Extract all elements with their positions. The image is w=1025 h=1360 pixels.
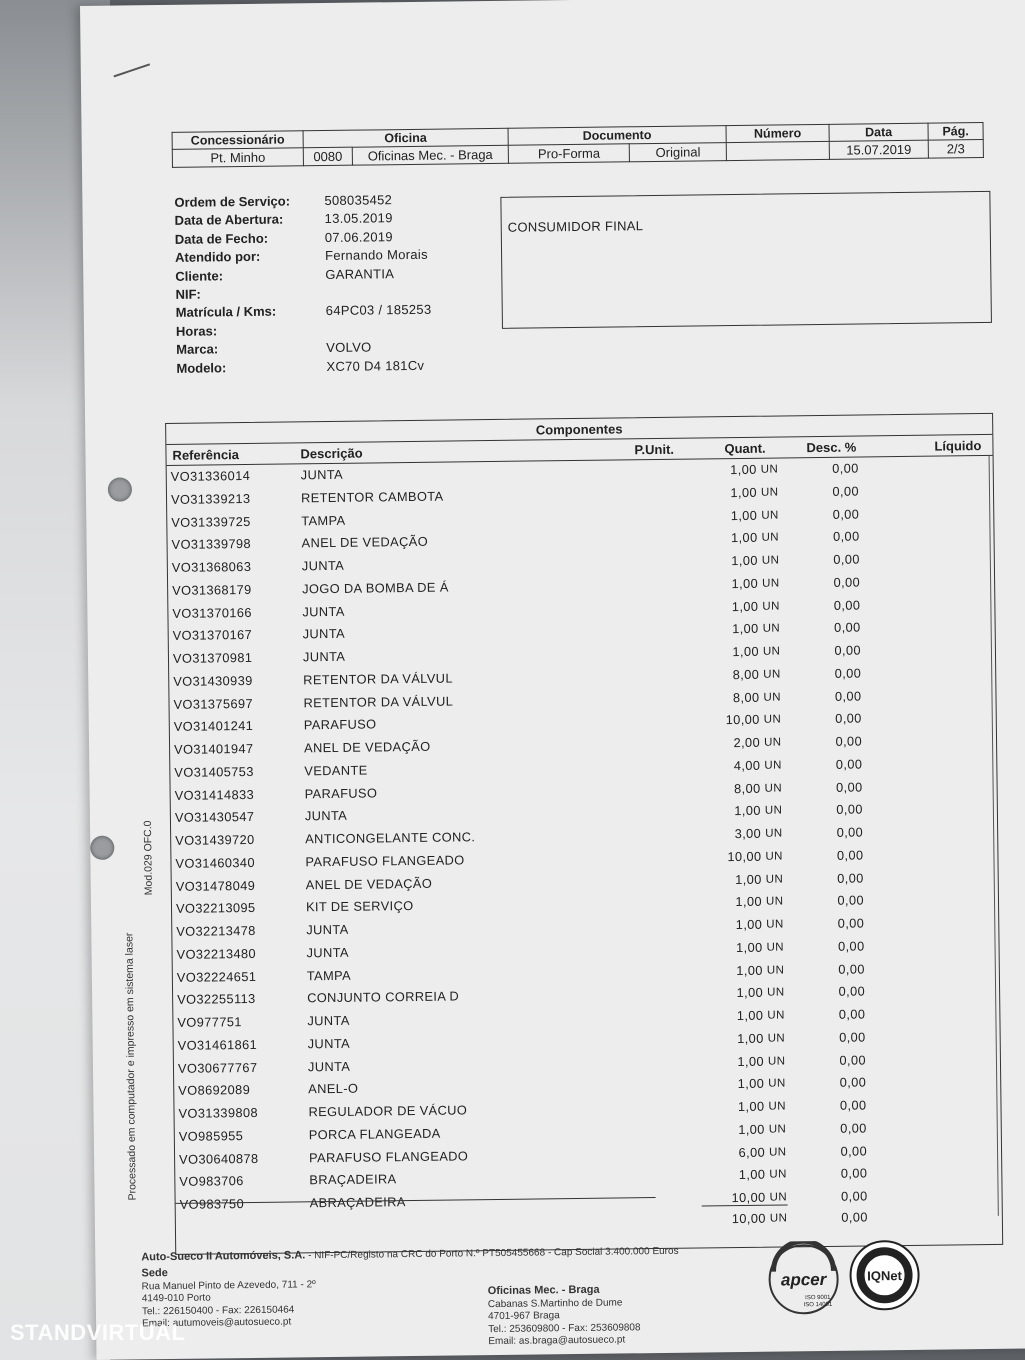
row-unit: UN: [765, 872, 784, 886]
row-ref: VO8692089: [178, 1082, 251, 1099]
row-desc: ANTICONGELANTE CONC.: [305, 829, 476, 847]
row-discount: 0,00: [835, 710, 862, 727]
row-unit: UN: [761, 554, 780, 567]
hq-line: 4149-010 Porto: [141, 1292, 211, 1305]
row-unit: UN: [766, 963, 785, 977]
row-ref: VO31339725: [171, 513, 251, 530]
row-qty: 1,00: [737, 1098, 765, 1115]
field-value: XC70 D4 181Cv: [326, 357, 425, 374]
field-value: 07.06.2019: [324, 228, 394, 245]
watermark: STANDVIRTUAL: [10, 1320, 186, 1345]
row-unit: UN: [763, 713, 782, 726]
row-ref: VO31370981: [172, 649, 253, 666]
row-unit: UN: [765, 850, 783, 863]
branch-title: Oficinas Mec. - Braga: [487, 1283, 600, 1298]
row-unit: UN: [762, 577, 780, 590]
row-qty: 1,00: [738, 1121, 765, 1137]
row-ref: VO32224651: [176, 968, 257, 985]
punch-hole: [108, 477, 132, 501]
total-unit: UN: [769, 1212, 788, 1225]
row-ref: VO31401241: [173, 718, 254, 735]
row-desc: JUNTA: [307, 1012, 350, 1029]
header-label-workshop: Oficina: [303, 128, 508, 148]
field-label: Data de Fecho:: [174, 230, 269, 247]
row-discount: 0,00: [838, 983, 866, 1000]
row-unit: UN: [761, 509, 779, 522]
field-label: Modelo:: [176, 359, 227, 376]
row-discount: 0,00: [840, 1142, 868, 1159]
col-ref: Referência: [172, 447, 240, 463]
footer-branch: [488, 1283, 641, 1348]
header-doc-kind: Original: [630, 143, 727, 162]
row-ref: VO32213478: [176, 922, 256, 939]
field-label: Ordem de Serviço:: [174, 193, 291, 210]
hq-label: Sede: [141, 1267, 168, 1280]
row-unit: UN: [768, 1145, 787, 1159]
row-discount: 0,00: [834, 665, 862, 681]
field-value: 13.05.2019: [324, 210, 393, 227]
row-ref: VO31439720: [175, 831, 255, 848]
row-unit: UN: [764, 804, 783, 817]
branch-line: 4701-967 Braga: [487, 1310, 560, 1323]
row-desc: JUNTA: [300, 466, 344, 483]
header-number: [726, 141, 829, 160]
row-desc: JUNTA: [302, 648, 346, 665]
row-unit: UN: [767, 986, 785, 999]
row-unit: UN: [765, 827, 783, 840]
row-unit: UN: [768, 1100, 786, 1113]
row-ref: VO983706: [179, 1173, 244, 1190]
row-unit: UN: [769, 1191, 788, 1204]
row-qty: 1,00: [736, 962, 763, 978]
branch-line: Cabanas S.Martinho de Dume: [487, 1296, 623, 1310]
row-qty: 1,00: [737, 1053, 765, 1069]
row-ref: VO31461861: [177, 1036, 258, 1053]
row-unit: UN: [767, 1009, 785, 1022]
total-disc: 0,00: [841, 1209, 868, 1225]
row-qty: 1,00: [735, 916, 763, 933]
header-workshop-name: Oficinas Mec. - Braga: [352, 145, 508, 165]
field-value: Fernando Morais: [324, 246, 428, 264]
row-ref: VO31401947: [173, 740, 254, 757]
row-ref: VO30677767: [177, 1059, 258, 1076]
row-desc: TAMPA: [301, 512, 346, 528]
row-desc: JUNTA: [302, 626, 346, 642]
row-unit: UN: [763, 690, 781, 704]
row-qty: 1,00: [736, 1007, 764, 1024]
row-qty: 1,00: [738, 1166, 766, 1183]
header-dealer: Pt. Minho: [172, 148, 303, 168]
row-discount: 0,00: [840, 1188, 868, 1204]
row-unit: UN: [768, 1077, 786, 1090]
col-unit-price: P.Unit.: [634, 441, 675, 458]
header-table: [172, 122, 984, 168]
row-qty: 4,00: [733, 757, 761, 773]
row-discount: 0,00: [837, 915, 865, 931]
pen-mark: [113, 63, 150, 77]
row-discount: 0,00: [838, 1006, 866, 1022]
row-desc: ANEL-O: [308, 1080, 359, 1097]
row-desc: ABRAÇADEIRA: [309, 1194, 406, 1211]
row-discount: 0,00: [833, 597, 861, 613]
branch-line: Email: as.braga@autosueco.pt: [488, 1334, 626, 1348]
row-unit: UN: [760, 463, 779, 476]
row-qty: 1,00: [731, 575, 759, 591]
row-discount: 0,00: [832, 506, 860, 522]
row-ref: VO31339213: [170, 490, 251, 507]
row-desc: ANEL DE VEDAÇÃO: [303, 738, 431, 756]
row-qty: 1,00: [730, 484, 758, 500]
row-qty: 1,00: [737, 1030, 764, 1046]
row-discount: 0,00: [833, 574, 861, 590]
row-ref: VO985955: [178, 1127, 244, 1144]
row-ref: VO31375697: [173, 695, 254, 712]
row-discount: 0,00: [840, 1165, 868, 1182]
apcer-iso: ISO 14001: [803, 1301, 833, 1309]
row-discount: 0,00: [839, 1074, 867, 1091]
row-desc: JUNTA: [307, 1035, 351, 1052]
row-discount: 0,00: [835, 733, 863, 749]
row-unit: UN: [769, 1168, 787, 1181]
row-ref: VO32213095: [175, 900, 256, 917]
field-label: Data de Abertura:: [174, 211, 284, 229]
row-discount: 0,00: [834, 642, 862, 658]
row-desc: JUNTA: [306, 944, 349, 961]
row-ref: VO983750: [179, 1196, 245, 1212]
header-page: 2/3: [928, 139, 983, 158]
row-discount: 0,00: [837, 869, 864, 886]
row-qty: 1,00: [732, 643, 760, 660]
row-desc: PORCA FLANGEADA: [308, 1125, 441, 1143]
row-ref: VO31339798: [171, 536, 252, 553]
row-discount: 0,00: [832, 483, 860, 499]
row-ref: VO31430547: [174, 809, 255, 826]
iqnet-text: IQNet: [867, 1268, 902, 1284]
field-value: GARANTIA: [325, 265, 395, 282]
row-unit: UN: [767, 1032, 786, 1045]
customer-name: CONSUMIDOR FINAL: [507, 218, 644, 235]
row-discount: 0,00: [832, 460, 859, 476]
row-qty: 1,00: [731, 598, 759, 614]
row-unit: UN: [762, 599, 780, 613]
row-qty: 1,00: [731, 552, 758, 569]
col-qty: Quant.: [724, 440, 766, 457]
row-qty: 10,00: [731, 1189, 766, 1206]
field-label: Horas:: [175, 323, 218, 339]
field-label: NIF:: [175, 286, 201, 302]
row-ref: VO31478049: [175, 877, 256, 894]
hq-line: Email: autumoveis@autosueco.pt: [142, 1316, 292, 1330]
row-discount: 0,00: [834, 688, 862, 704]
row-ref: VO31414833: [174, 786, 255, 803]
row-ref: VO31339808: [178, 1104, 259, 1121]
row-qty: 1,00: [730, 530, 758, 546]
row-unit: UN: [764, 759, 782, 772]
row-qty: 1,00: [735, 893, 763, 910]
header-label-page: Pág.: [928, 122, 983, 140]
row-unit: UN: [764, 781, 783, 795]
row-desc: RETENTOR CAMBOTA: [300, 488, 444, 506]
company-name: Auto-Sueco II Automóveis, S.A.: [141, 1249, 306, 1264]
row-ref: VO30640878: [179, 1150, 259, 1167]
row-unit: UN: [766, 941, 785, 954]
col-discount: Desc. %: [806, 439, 857, 456]
row-unit: UN: [768, 1123, 787, 1136]
row-qty: 8,00: [733, 780, 761, 796]
field-value: VOLVO: [326, 339, 372, 356]
iqnet-logo: [847, 1238, 922, 1313]
header-date: 15.07.2019: [829, 140, 928, 159]
row-qty: 1,00: [737, 1075, 765, 1092]
row-desc: JOGO DA BOMBA DE Á: [302, 579, 449, 597]
row-discount: 0,00: [840, 1120, 867, 1136]
row-ref: VO32255113: [177, 991, 256, 1008]
row-discount: 0,00: [839, 1029, 866, 1045]
field-value: 64PC03 / 185253: [325, 302, 432, 319]
company-registry: - NIF-PC/Registo na CRC do Porto N.º PT505455668 - Cap Social 3.400.000 Euros: [305, 1245, 679, 1262]
row-ref: VO977751: [177, 1014, 242, 1030]
row-ref: VO31368179: [172, 581, 252, 598]
row-unit: UN: [762, 622, 781, 635]
row-qty: 1,00: [736, 984, 764, 1001]
side-processed-text: Processado em computador e impresso em sistema laser: [123, 932, 139, 1201]
row-discount: 0,00: [832, 528, 860, 545]
row-discount: 0,00: [833, 551, 860, 567]
row-discount: 0,00: [835, 778, 863, 795]
row-ref: VO31460340: [175, 854, 256, 871]
row-unit: UN: [762, 645, 781, 658]
service-fields: [174, 192, 432, 379]
row-ref: VO31336014: [170, 467, 251, 484]
row-desc: CONJUNTO CORREIA D: [307, 988, 460, 1006]
col-desc: Descrição: [300, 445, 363, 462]
row-qty: 1,00: [730, 507, 758, 523]
document-sheet: [80, 0, 1025, 1360]
row-ref: VO31405753: [174, 763, 254, 780]
row-qty: 10,00: [727, 848, 762, 864]
header-doc-type: Pro-Forma: [508, 144, 630, 163]
row-ref: VO31370166: [172, 604, 252, 621]
row-desc: VEDANTE: [304, 762, 368, 779]
hq-line: Tel.: 226150400 - Fax: 226150464: [141, 1303, 295, 1317]
row-desc: PARAFUSO: [304, 784, 378, 801]
header-label-document: Documento: [508, 126, 726, 146]
row-desc: TAMPA: [306, 967, 352, 983]
row-unit: UN: [767, 1054, 786, 1068]
row-unit: UN: [761, 531, 780, 544]
row-ref: VO31370167: [172, 627, 253, 644]
row-discount: 0,00: [836, 801, 863, 818]
row-qty: 1,00: [735, 871, 762, 887]
field-label: Marca:: [176, 341, 219, 357]
row-discount: 0,00: [835, 756, 863, 772]
row-desc: RETENTOR DA VÁLVUL: [303, 692, 454, 710]
row-desc: JUNTA: [306, 921, 349, 938]
row-discount: 0,00: [838, 960, 865, 977]
row-qty: 8,00: [732, 666, 760, 682]
row-discount: 0,00: [837, 938, 865, 954]
row-desc: PARAFUSO: [303, 716, 377, 733]
row-unit: UN: [763, 668, 781, 681]
row-qty: 1,00: [735, 939, 763, 955]
row-unit: UN: [763, 736, 782, 749]
row-ref: VO32213480: [176, 945, 257, 962]
row-qty: 1,00: [732, 621, 759, 637]
row-desc: REGULADOR DE VÁCUO: [308, 1102, 468, 1120]
row-ref: VO31368063: [171, 558, 252, 575]
row-desc: JUNTA: [307, 1058, 351, 1074]
components-rows: [167, 456, 1002, 1217]
row-ref: VO31430939: [173, 672, 253, 689]
row-desc: JUNTA: [301, 557, 345, 574]
row-discount: 0,00: [839, 1051, 867, 1068]
row-discount: 0,00: [837, 892, 865, 909]
punch-hole: [90, 836, 114, 860]
apcer-iso: ISO 9001: [805, 1294, 831, 1302]
header-label-date: Data: [829, 123, 928, 141]
row-desc: JUNTA: [302, 603, 345, 619]
row-discount: 0,00: [839, 1097, 867, 1113]
field-value: 508035452: [324, 192, 393, 209]
apcer-logo: [765, 1241, 842, 1318]
row-desc: BRAÇADEIRA: [309, 1171, 397, 1188]
row-discount: 0,00: [836, 847, 864, 863]
row-desc: ANEL DE VEDAÇÃO: [301, 534, 429, 551]
side-model-text: Mod.029 OFC.0: [141, 820, 155, 896]
header-label-dealer: Concessionário: [172, 131, 303, 150]
row-desc: PARAFUSO FLANGEADO: [305, 852, 465, 870]
field-label: Cliente:: [175, 267, 224, 284]
row-desc: KIT DE SERVIÇO: [305, 898, 414, 915]
header-label-number: Número: [726, 124, 829, 142]
row-qty: 3,00: [734, 825, 762, 842]
row-qty: 2,00: [733, 734, 761, 751]
row-qty: 6,00: [738, 1144, 766, 1160]
hq-line: Rua Manuel Pinto de Azevedo, 711 - 2º: [141, 1278, 316, 1292]
apcer-text: apcer: [780, 1269, 827, 1290]
row-qty: 8,00: [732, 689, 760, 705]
col-net: Líquido: [934, 438, 982, 454]
branch-line: Tel.: 253609800 - Fax: 253609808: [488, 1321, 641, 1335]
row-discount: 0,00: [836, 824, 864, 840]
row-desc: PARAFUSO FLANGEADO: [308, 1147, 469, 1165]
row-desc: RETENTOR DA VÁLVUL: [303, 670, 453, 688]
row-qty: 1,00: [734, 802, 761, 819]
customer-box: [500, 191, 992, 329]
row-discount: 0,00: [834, 619, 861, 636]
row-qty: 10,00: [725, 711, 760, 728]
components-table: [165, 413, 1003, 1255]
total-qty: 10,00: [731, 1210, 766, 1227]
header-workshop-code: 0080: [303, 147, 352, 166]
row-unit: UN: [760, 486, 779, 499]
field-label: Atendido por:: [174, 248, 261, 266]
field-label: Matrícula / Kms:: [175, 303, 277, 321]
components-title: Componentes: [166, 414, 992, 445]
row-unit: UN: [766, 918, 784, 931]
row-qty: 1,00: [730, 461, 757, 478]
row-desc: JUNTA: [304, 808, 348, 824]
row-unit: UN: [765, 895, 784, 908]
row-desc: ANEL DE VEDAÇÃO: [305, 875, 433, 892]
